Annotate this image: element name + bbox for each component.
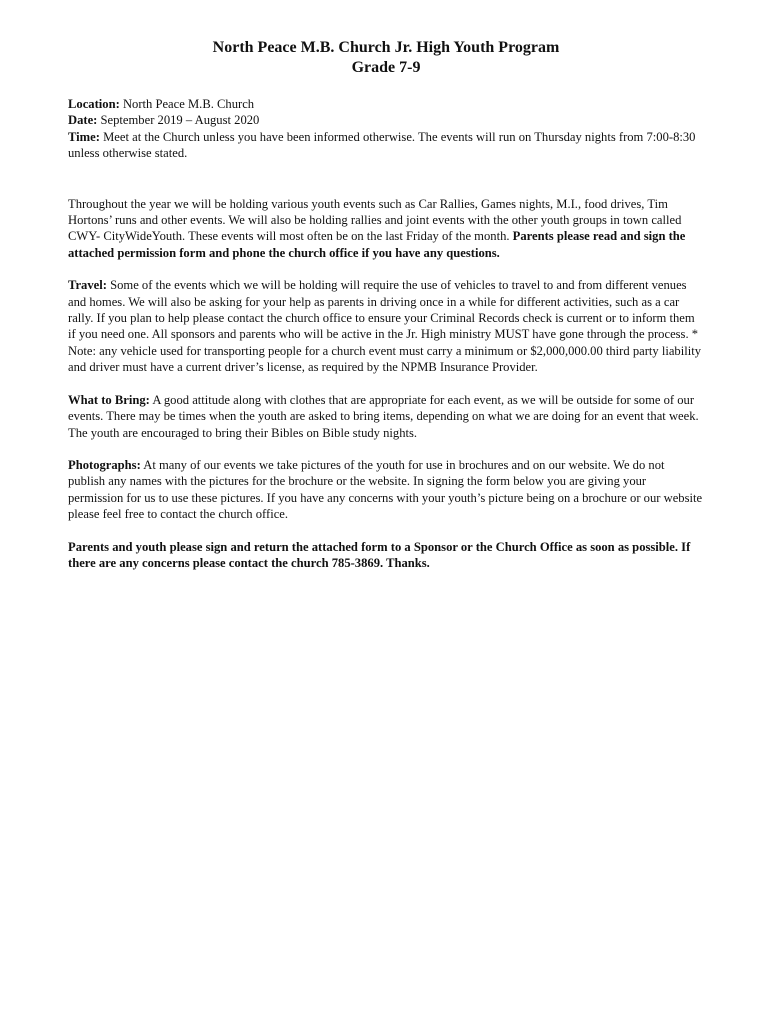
document-page	[68, 38, 704, 587]
intro-bold-note: Parents please read and sign the attached permission form and phone the church office if you have any questions.	[68, 229, 686, 260]
date-label: Date:	[68, 113, 98, 128]
date-value: September 2019 – August 2020	[100, 113, 260, 128]
photographs-text: At many of our events we take pictures of the youth for use in brochures and on our website. We do not publish any names with the pictures for the brochure or the website. In signing the form below you are giving your permission for us to use these pictures. If you have any concerns with your youth’s picture being on a brochure or our website please feel free to contact the church office.	[68, 457, 703, 522]
travel-text: Some of the events which we will be holding will require the use of vehicles to travel to and from different venues and homes. We will also be asking for your help as parents in driving once in a while for different activities, such as a car rally. If you plan to help please contact the church office to ensure your Criminal Records check is current or to inform them if you need one. All sponsors and parents who will be active in the Jr. High ministry MUST have gone through the process. * Note: any vehicle used for transporting people for a church event must carry a minimum or $2,000,000.00 third party liability and driver must have a current driver’s license, as required by the NPMB Insurance Provider.	[68, 278, 702, 375]
time-label: Time:	[68, 129, 100, 144]
travel-paragraph	[68, 277, 704, 375]
what-to-bring-text: A good attitude along with clothes that are appropriate for each event, as we will be outside for some of our events. There may be times when the youth are asked to bring items, depending on what we are doing for an event that week. The youth are encouraged to bring their Bibles on Bible study nights.	[68, 392, 699, 440]
document-subtitle: Grade 7-9	[351, 59, 421, 76]
location-label: Location:	[68, 97, 120, 111]
time-value: Meet at the Church unless you have been informed otherwise. The events will run on Thursday nights from 7:00-8:30 unless otherwise stated.	[68, 129, 696, 161]
date-line	[68, 112, 704, 128]
closing-paragraph: Parents and youth please sign and return the attached form to a Sponsor or the Church Office as soon as possible. If there are any concerns please contact the church 785-3869. Thanks.	[68, 539, 691, 570]
intro-paragraph	[68, 196, 704, 262]
document-title: North Peace M.B. Church Jr. High Youth Program	[212, 39, 560, 56]
what-to-bring-paragraph	[68, 392, 704, 441]
photographs-paragraph	[68, 457, 704, 523]
event-details	[68, 96, 704, 162]
time-line	[68, 129, 704, 162]
what-to-bring-label: What to Bring:	[68, 392, 150, 407]
location-value: North Peace M.B. Church	[122, 97, 255, 111]
location-line	[68, 96, 704, 112]
photographs-label: Photographs:	[68, 457, 141, 472]
intro-text: Throughout the year we will be holding various youth events such as Car Rallies, Games nights, M.I., food drives, Tim Hortons’ runs and other events. We will also be holding rallies and joint events with the other youth groups in town called CWY- CityWideYouth. These events will most often be on the last Friday of the month.	[68, 196, 682, 244]
travel-label: Travel:	[68, 278, 107, 293]
